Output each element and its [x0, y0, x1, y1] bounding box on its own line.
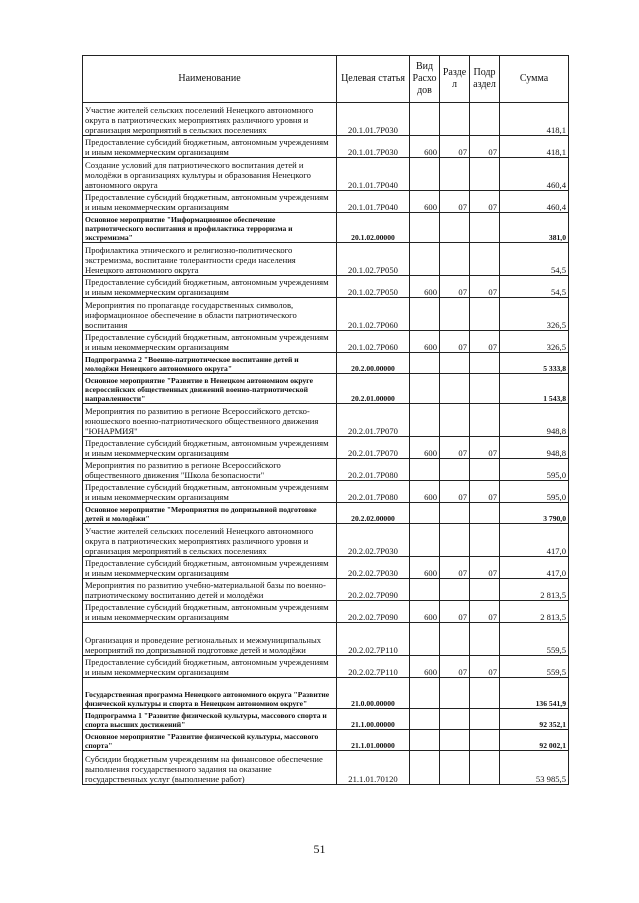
- row-sum: 92 002,1: [500, 730, 569, 751]
- table-header-row: [83, 56, 569, 103]
- table-row: [83, 656, 569, 678]
- row-section: [440, 459, 470, 481]
- row-subsection: [470, 404, 500, 437]
- row-name: Государственная программа Ненецкого автономного округа "Развитие физической культуры и спорта в Ненецком автономном округе": [83, 678, 337, 709]
- row-target: 20.1.02.7Р060: [337, 331, 410, 353]
- table-row: [83, 709, 569, 730]
- table-body: [83, 103, 569, 785]
- row-sum: 136 541,9: [500, 678, 569, 709]
- row-type: 600: [410, 437, 440, 459]
- row-target: 21.1.01.70120: [337, 751, 410, 785]
- row-type: [410, 524, 440, 557]
- row-subsection: 07: [470, 481, 500, 503]
- header-section: Разде л: [440, 56, 470, 103]
- row-subsection: 07: [470, 331, 500, 353]
- row-section: 07: [440, 557, 470, 579]
- row-sum: 3 790,0: [500, 503, 569, 524]
- row-type: [410, 709, 440, 730]
- table-row: [83, 557, 569, 579]
- row-name: Подпрограмма 1 "Развитие физической культуры, массового спорта и спорта высших достижений": [83, 709, 337, 730]
- table-row: [83, 276, 569, 298]
- row-name: Профилактика этнического и религиозно-политического экстремизма, воспитание толерантности среди населения Ненецкого автономного округа: [83, 243, 337, 276]
- row-subsection: [470, 103, 500, 136]
- row-sum: 326,5: [500, 331, 569, 353]
- row-sum: 418,1: [500, 136, 569, 158]
- header-name: Наименование: [83, 56, 337, 103]
- row-type: [410, 459, 440, 481]
- row-name: Предоставление субсидий бюджетным, автономным учреждениям и иным некоммерческим организациям: [83, 437, 337, 459]
- row-sum: 53 985,5: [500, 751, 569, 785]
- row-target: 21.0.00.00000: [337, 678, 410, 709]
- row-name: Предоставление субсидий бюджетным, автономным учреждениям и иным некоммерческим организациям: [83, 656, 337, 678]
- row-section: 07: [440, 136, 470, 158]
- row-target: 20.1.01.7Р030: [337, 136, 410, 158]
- table-row: [83, 459, 569, 481]
- row-type: 600: [410, 481, 440, 503]
- row-type: [410, 243, 440, 276]
- row-sum: 417,0: [500, 557, 569, 579]
- row-sum: 54,5: [500, 243, 569, 276]
- row-target: 20.2.02.00000: [337, 503, 410, 524]
- row-subsection: [470, 751, 500, 785]
- row-section: [440, 730, 470, 751]
- row-name: Предоставление субсидий бюджетным, автономным учреждениям и иным некоммерческим организациям: [83, 601, 337, 623]
- row-type: [410, 751, 440, 785]
- row-subsection: 07: [470, 191, 500, 213]
- row-target: 20.1.01.7Р040: [337, 158, 410, 191]
- row-subsection: 07: [470, 601, 500, 623]
- row-type: 600: [410, 136, 440, 158]
- row-type: [410, 353, 440, 374]
- table-row: [83, 678, 569, 709]
- row-name: Подпрограмма 2 "Военно-патриотическое воспитание детей и молодёжи Ненецкого автономного округа": [83, 353, 337, 374]
- row-target: 20.2.02.7Р110: [337, 656, 410, 678]
- row-section: [440, 503, 470, 524]
- row-section: [440, 709, 470, 730]
- row-sum: 5 333,8: [500, 353, 569, 374]
- table-row: [83, 524, 569, 557]
- row-name: Создание условий для патриотического воспитания детей и молодёжи в организациях культуры и образования Ненецкого автономного округа: [83, 158, 337, 191]
- row-target: 20.1.01.7Р040: [337, 191, 410, 213]
- budget-sheet: [82, 55, 568, 785]
- row-name: Мероприятия по развитию в регионе Всероссийского общественного движения "Школа безопасности": [83, 459, 337, 481]
- row-section: [440, 213, 470, 243]
- row-target: 20.2.02.7Р090: [337, 601, 410, 623]
- row-section: [440, 678, 470, 709]
- table-row: [83, 503, 569, 524]
- row-target: 20.2.02.7Р030: [337, 524, 410, 557]
- row-target: 20.2.02.7Р110: [337, 623, 410, 656]
- row-type: 600: [410, 331, 440, 353]
- row-sum: 54,5: [500, 276, 569, 298]
- row-sum: 92 352,1: [500, 709, 569, 730]
- row-section: 07: [440, 481, 470, 503]
- row-subsection: [470, 730, 500, 751]
- row-target: 20.2.01.7Р070: [337, 437, 410, 459]
- table-row: [83, 579, 569, 601]
- row-type: [410, 623, 440, 656]
- table-row: [83, 751, 569, 785]
- row-subsection: [470, 678, 500, 709]
- row-subsection: [470, 374, 500, 404]
- row-type: 600: [410, 557, 440, 579]
- row-type: [410, 404, 440, 437]
- table-row: [83, 331, 569, 353]
- row-section: [440, 374, 470, 404]
- row-section: [440, 103, 470, 136]
- row-type: 600: [410, 601, 440, 623]
- row-name: Мероприятия по развитию учебно-материальной базы по военно-патриотическому воспитанию детей и молодёжи: [83, 579, 337, 601]
- row-target: 20.2.01.7Р080: [337, 459, 410, 481]
- row-name: Субсидии бюджетным учреждениям на финансовое обеспечение выполнения государственного задания на оказание государственных услуг (выполнение работ): [83, 751, 337, 785]
- row-sum: 326,5: [500, 298, 569, 331]
- row-section: 07: [440, 331, 470, 353]
- row-subsection: [470, 579, 500, 601]
- row-section: 07: [440, 191, 470, 213]
- row-sum: 417,0: [500, 524, 569, 557]
- row-section: [440, 298, 470, 331]
- row-name: Участие жителей сельских поселений Ненецкого автономного округа в патриотических мероприятиях различного уровня и организация мероприятий в сельских поселениях: [83, 524, 337, 557]
- row-target: 20.1.02.7Р050: [337, 243, 410, 276]
- row-sum: 2 813,5: [500, 601, 569, 623]
- row-name: Основное мероприятие "Мероприятия по допризывной подготовке детей и молодёжи": [83, 503, 337, 524]
- table-row: [83, 243, 569, 276]
- row-section: [440, 623, 470, 656]
- row-name: Основное мероприятие "Информационное обеспечение патриотического воспитания и профилактика терроризма и экстремизма": [83, 213, 337, 243]
- row-name: Мероприятия по пропаганде государственных символов, информационное обеспечение в области патриотического воспитания: [83, 298, 337, 331]
- row-name: Предоставление субсидий бюджетным, автономным учреждениям и иным некоммерческим организациям: [83, 276, 337, 298]
- row-target: 20.1.02.00000: [337, 213, 410, 243]
- row-sum: 460,4: [500, 191, 569, 213]
- row-section: 07: [440, 601, 470, 623]
- table-row: [83, 136, 569, 158]
- row-subsection: [470, 623, 500, 656]
- page-number: 51: [313, 842, 326, 856]
- table-row: [83, 103, 569, 136]
- row-sum: 1 543,8: [500, 374, 569, 404]
- row-section: [440, 353, 470, 374]
- row-subsection: 07: [470, 656, 500, 678]
- row-subsection: 07: [470, 437, 500, 459]
- table-row: [83, 298, 569, 331]
- table-row: [83, 213, 569, 243]
- row-subsection: [470, 353, 500, 374]
- row-sum: 381,0: [500, 213, 569, 243]
- row-sum: 2 813,5: [500, 579, 569, 601]
- row-name: Предоставление субсидий бюджетным, автономным учреждениям и иным некоммерческим организациям: [83, 331, 337, 353]
- row-section: 07: [440, 437, 470, 459]
- row-name: Предоставление субсидий бюджетным, автономным учреждениям и иным некоммерческим организациям: [83, 136, 337, 158]
- row-target: 21.1.01.00000: [337, 730, 410, 751]
- row-name: Участие жителей сельских поселений Ненецкого автономного округа в патриотических мероприятиях различного уровня и организация мероприятий в сельских поселениях: [83, 103, 337, 136]
- row-name: Мероприятия по развитию в регионе Всероссийского детско-юношеского военно-патриотического общественного движения "ЮНАРМИЯ": [83, 404, 337, 437]
- row-type: 600: [410, 276, 440, 298]
- row-type: [410, 730, 440, 751]
- row-section: [440, 243, 470, 276]
- table-row: [83, 437, 569, 459]
- row-section: [440, 404, 470, 437]
- row-subsection: [470, 298, 500, 331]
- row-name: Предоставление субсидий бюджетным, автономным учреждениям и иным некоммерческим организациям: [83, 557, 337, 579]
- row-section: [440, 579, 470, 601]
- row-type: [410, 374, 440, 404]
- row-target: 21.1.00.00000: [337, 709, 410, 730]
- table-row: [83, 601, 569, 623]
- header-subsection: Подр аздел: [470, 56, 500, 103]
- row-target: 20.1.02.7Р050: [337, 276, 410, 298]
- row-section: [440, 524, 470, 557]
- row-name: Предоставление субсидий бюджетным, автономным учреждениям и иным некоммерческим организациям: [83, 191, 337, 213]
- row-sum: 948,8: [500, 437, 569, 459]
- row-sum: 595,0: [500, 459, 569, 481]
- row-type: [410, 503, 440, 524]
- row-type: [410, 298, 440, 331]
- row-sum: 948,8: [500, 404, 569, 437]
- row-type: 600: [410, 191, 440, 213]
- table-row: [83, 374, 569, 404]
- table-row: [83, 353, 569, 374]
- table-row: [83, 623, 569, 656]
- row-target: 20.2.01.7Р080: [337, 481, 410, 503]
- row-subsection: [470, 709, 500, 730]
- header-target: Целевая статья: [337, 56, 410, 103]
- row-sum: 559,5: [500, 623, 569, 656]
- row-section: [440, 751, 470, 785]
- row-target: 20.1.02.7Р060: [337, 298, 410, 331]
- row-type: [410, 103, 440, 136]
- row-subsection: 07: [470, 557, 500, 579]
- row-section: 07: [440, 276, 470, 298]
- row-type: 600: [410, 656, 440, 678]
- table-row: [83, 730, 569, 751]
- budget-table: [82, 55, 569, 785]
- row-target: 20.2.00.00000: [337, 353, 410, 374]
- row-subsection: [470, 524, 500, 557]
- row-sum: 559,5: [500, 656, 569, 678]
- row-target: 20.2.02.7Р090: [337, 579, 410, 601]
- row-subsection: [470, 459, 500, 481]
- row-name: Основное мероприятие "Развитие физической культуры, массового спорта": [83, 730, 337, 751]
- row-type: [410, 158, 440, 191]
- row-section: [440, 158, 470, 191]
- row-sum: 418,1: [500, 103, 569, 136]
- row-target: 20.2.01.00000: [337, 374, 410, 404]
- row-sum: 460,4: [500, 158, 569, 191]
- row-target: 20.2.01.7Р070: [337, 404, 410, 437]
- table-row: [83, 191, 569, 213]
- row-subsection: [470, 243, 500, 276]
- row-section: 07: [440, 656, 470, 678]
- row-target: 20.1.01.7Р030: [337, 103, 410, 136]
- row-name: Организация и проведение региональных и межмуниципальных мероприятий по допризывной подготовке детей и молодёжи: [83, 623, 337, 656]
- header-type: Вид Расхо дов: [410, 56, 440, 103]
- row-type: [410, 579, 440, 601]
- row-subsection: [470, 213, 500, 243]
- row-target: 20.2.02.7Р030: [337, 557, 410, 579]
- row-sum: 595,0: [500, 481, 569, 503]
- header-sum: Сумма: [500, 56, 569, 103]
- row-subsection: [470, 158, 500, 191]
- row-subsection: [470, 503, 500, 524]
- table-row: [83, 404, 569, 437]
- table-row: [83, 158, 569, 191]
- row-subsection: 07: [470, 136, 500, 158]
- row-name: Основное мероприятие "Развитие в Ненецком автономном округе всероссийских общественных движений военно-патриотической направленности": [83, 374, 337, 404]
- row-type: [410, 678, 440, 709]
- table-row: [83, 481, 569, 503]
- row-type: [410, 213, 440, 243]
- row-name: Предоставление субсидий бюджетным, автономным учреждениям и иным некоммерческим организациям: [83, 481, 337, 503]
- row-subsection: 07: [470, 276, 500, 298]
